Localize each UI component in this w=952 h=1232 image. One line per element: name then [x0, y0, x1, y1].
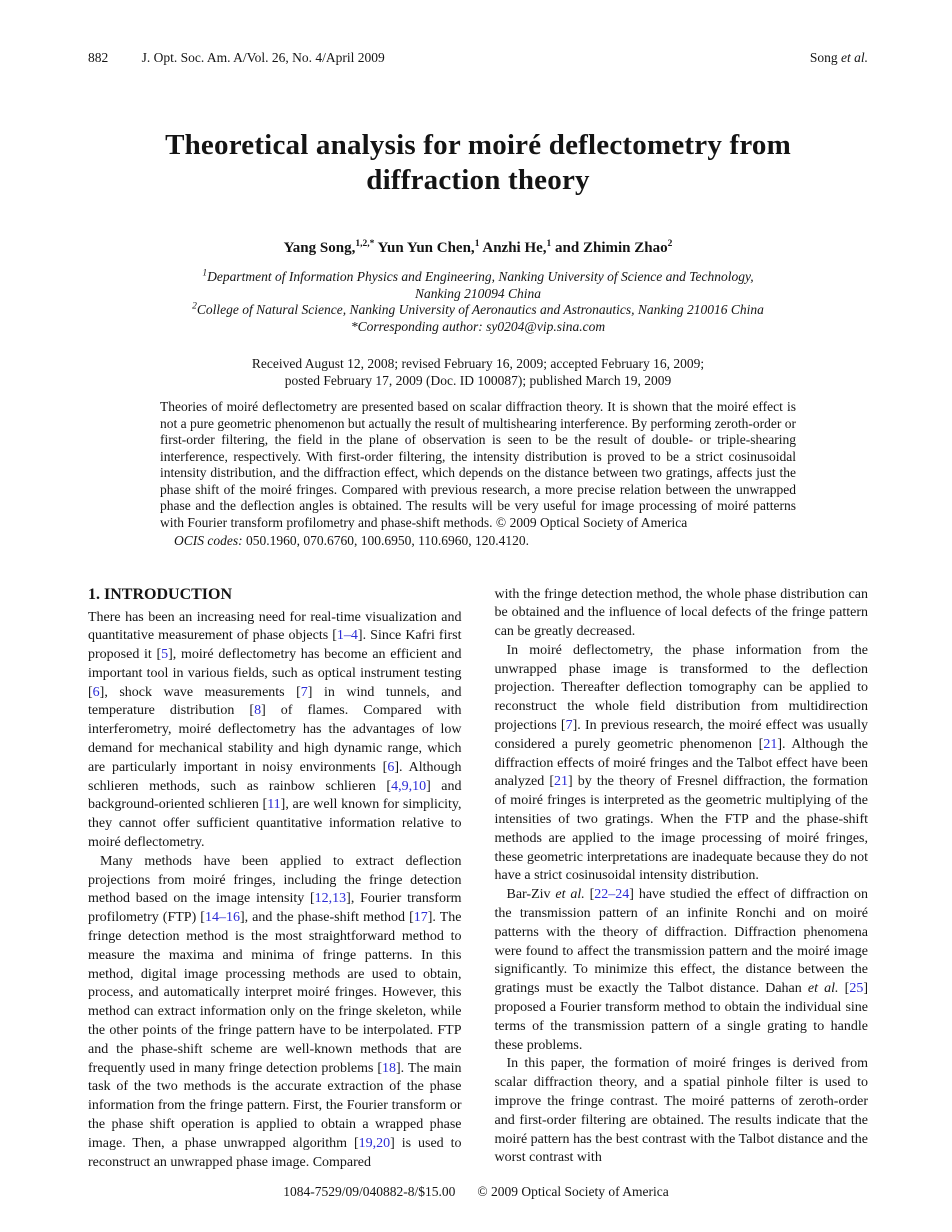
left-column: [88, 586, 462, 1173]
right-column: [495, 586, 869, 1173]
running-header: [88, 50, 868, 66]
citation-link[interactable]: 7: [300, 684, 308, 700]
section-heading-introduction: 1. INTRODUCTION: [88, 585, 233, 603]
citation-link[interactable]: 22–24: [594, 887, 630, 903]
history-line1: Received August 12, 2008; revised February 16, 2009; accepted February 16, 2009;: [251, 356, 705, 371]
article-title: [88, 128, 868, 198]
running-header-left: [88, 50, 385, 66]
citation-link[interactable]: 1–4: [336, 628, 358, 644]
citation-link[interactable]: 12,13: [314, 891, 347, 907]
paragraph: Many methods have been applied to extract deflection projections from moiré fringes, including the fringe detection method based on the image intensity [12,13], Fourier transform profilometry (FTP) [14–16], and the phase-shift method [17]. The fringe detection method is the most straightforward method to measure the maxima and minima of fringe patterns. In this method, digital image processing methods are used to obtain, process, and automatically interpret moiré fringes. However, this method can extract information only on the fringe skeleton, while the other points of the fringe pattern have to be interpolated. FTP and the phase-shift scheme are well-known methods that are frequently used in many fringe detection problems [18]. The main task of the two methods is the accurate extraction of the phase information from the fringe pattern. First, the Fourier transform or the phase shift operation is applied to obtain a wrapped phase image. Then, a phase unwrapped algorithm [19,20] is used to reconstruct an unwrapped phase image. Compared: [88, 853, 462, 1170]
page-footer: [0, 1184, 952, 1200]
paragraph: There has been an increasing need for real-time visualization and quantitative measurement of phase objects [1–4]. Since Kafri first proposed it [5], moiré deflectometry has become an efficient and important tool in various fields, such as optical instrument testing [6], shock wave measurements [7] in wind tunnels, and temperature distribution [8] of flames. Compared with interferometry, moiré deflectometry has the advantages of low demand for mechanical stability and high dynamic range, which are particularly important in noisy environments [6]. Although schlieren methods, such as rainbow schlieren [4,9,10] and background-oriented schlieren [11], are well known for simplicity, they cannot offer sufficient quantitative information relative to moiré deflectometry.: [88, 609, 462, 851]
citation-link[interactable]: 14–16: [204, 910, 240, 926]
citation-link[interactable]: 4,9,10: [391, 778, 427, 794]
paragraph: Bar-Ziv et al. [22–24] have studied the effect of diffraction on the transmission pattern of an infinite Ronchi and on moiré patterns with the theory of diffraction. Diffraction phenomena were found to affect the transmission pattern and the moiré image significantly. To minimize this effect, the distance between the gratings must be exactly the Talbot distance. Dahan et al. [25] proposed a Fourier transform method to obtain the individual sine terms of the transmission pattern of a single grating to handle these problems.: [494, 887, 869, 1053]
article-title-line2: diffraction theory: [366, 164, 590, 196]
author-list: Yang Song,$^{1,2,*}$ Yun Yun Chen,$^1$ Anzhi He,$^1$ and Zhimin Zhao$^2$: [283, 239, 673, 256]
running-authors: Song et al.: [809, 50, 868, 65]
page-number: 882: [88, 50, 109, 65]
abstract-block: [160, 399, 796, 550]
paragraph: In this paper, the formation of moiré fringes is derived from scalar diffraction theory, and a spatial pinhole filter is used to improve the fringe contrast. The moiré patterns of zeroth-order and first-order filtering are obtained. The results indicate that the moiré pattern has the best contrast with the Talbot distance and the worst contrast with: [494, 1056, 868, 1166]
affiliation-1-line1: $^1$Department of Information Physics and Engineering, Nanking University of Science and Technology,: [202, 268, 754, 284]
issn-price: 1084-7529/09/040882-8/$15.00: [283, 1184, 456, 1199]
history-line2: posted February 17, 2009 (Doc. ID 100087); published March 19, 2009: [284, 372, 672, 388]
article-title-line1: Theoretical analysis for moiré deflectometry from: [165, 129, 791, 161]
paragraph: In moiré deflectometry, the phase information from the unwrapped phase image is transformed to the deflection projection. Thereafter deflection tomography can be applied to reconstruct the whole field distribution from multidirection projections [7]. In previous research, the moiré effect was usually considered a purely geometric phenomenon [21]. Although the diffraction effects of moiré fringes and the Talbot effect have been analyzed [21] by the theory of Fresnel diffraction, the formation of moiré fringes is interpreted as the geometric multiplying of the intensities of two gratings. When the FTP and the phase-shift methods are applied to the image processing of moiré fringes, these geometric interpretations are inadequate because they do not have a strict cosinusoidal intensity distribution.: [494, 642, 868, 884]
right-column-paragraphs: [495, 586, 869, 1169]
article-history: [88, 356, 868, 389]
citation-link[interactable]: 6: [387, 759, 395, 775]
citation-link[interactable]: 7: [565, 718, 573, 734]
citation-link[interactable]: 8: [254, 703, 262, 719]
affiliation-1-line2: Nanking 210094 China: [414, 285, 541, 301]
citation-link[interactable]: 18: [382, 1060, 397, 1076]
journal-reference: J. Opt. Soc. Am. A/Vol. 26, No. 4/April 2009: [141, 50, 385, 65]
affiliation-2: $^2$College of Natural Science, Nanking University of Aeronautics and Astronautics, Nanking 210016 China: [192, 301, 764, 317]
affiliations: [88, 269, 868, 335]
corresponding-author: *Corresponding author: sy0204@vip.sina.com: [350, 318, 606, 334]
abstract-text: Theories of moiré deflectometry are presented based on scalar diffraction theory. It is shown that the moiré effect is not a pure geometric phenomenon but actually the result of multishearing interference. By performing zeroth-order or first-order filtering, the field in the plane of observation is seen to be the result of double- or triple-shearing interference, respectively. With first-order filtering, the intensity distribution is proved to be a strict cosinusoidal intensity distribution, and the diffraction effect, which depends on the distance between two gratings, affects just the phase shift of the moiré fringes. Compared with previous research, a more precise relation between the unwrapped phase and the deflection angles is obtained. The results will be very useful for image processing of moiré patterns with Fourier transform profilometry and phase-shift methods. © 2009 Optical Society of America: [160, 399, 796, 530]
left-column-paragraphs: [88, 609, 462, 1173]
citation-link[interactable]: 6: [92, 684, 100, 700]
citation-link[interactable]: 17: [413, 910, 428, 926]
paragraph: with the fringe detection method, the whole phase distribution can be obtained and the influence of local defects of the fringe pattern can be greatly decreased.: [494, 586, 868, 640]
citation-link[interactable]: 5: [161, 647, 169, 663]
citation-link[interactable]: 11: [267, 797, 281, 813]
ocis-codes: OCIS codes: 050.1960, 070.6760, 100.6950, 110.6960, 120.4120.: [174, 533, 529, 548]
two-column-body: [88, 586, 868, 1173]
citation-link[interactable]: 19,20: [358, 1135, 391, 1151]
citation-link[interactable]: 21: [763, 736, 778, 752]
copyright-notice: © 2009 Optical Society of America: [477, 1184, 669, 1199]
citation-link[interactable]: 25: [849, 981, 864, 997]
citation-link[interactable]: 21: [554, 774, 569, 790]
